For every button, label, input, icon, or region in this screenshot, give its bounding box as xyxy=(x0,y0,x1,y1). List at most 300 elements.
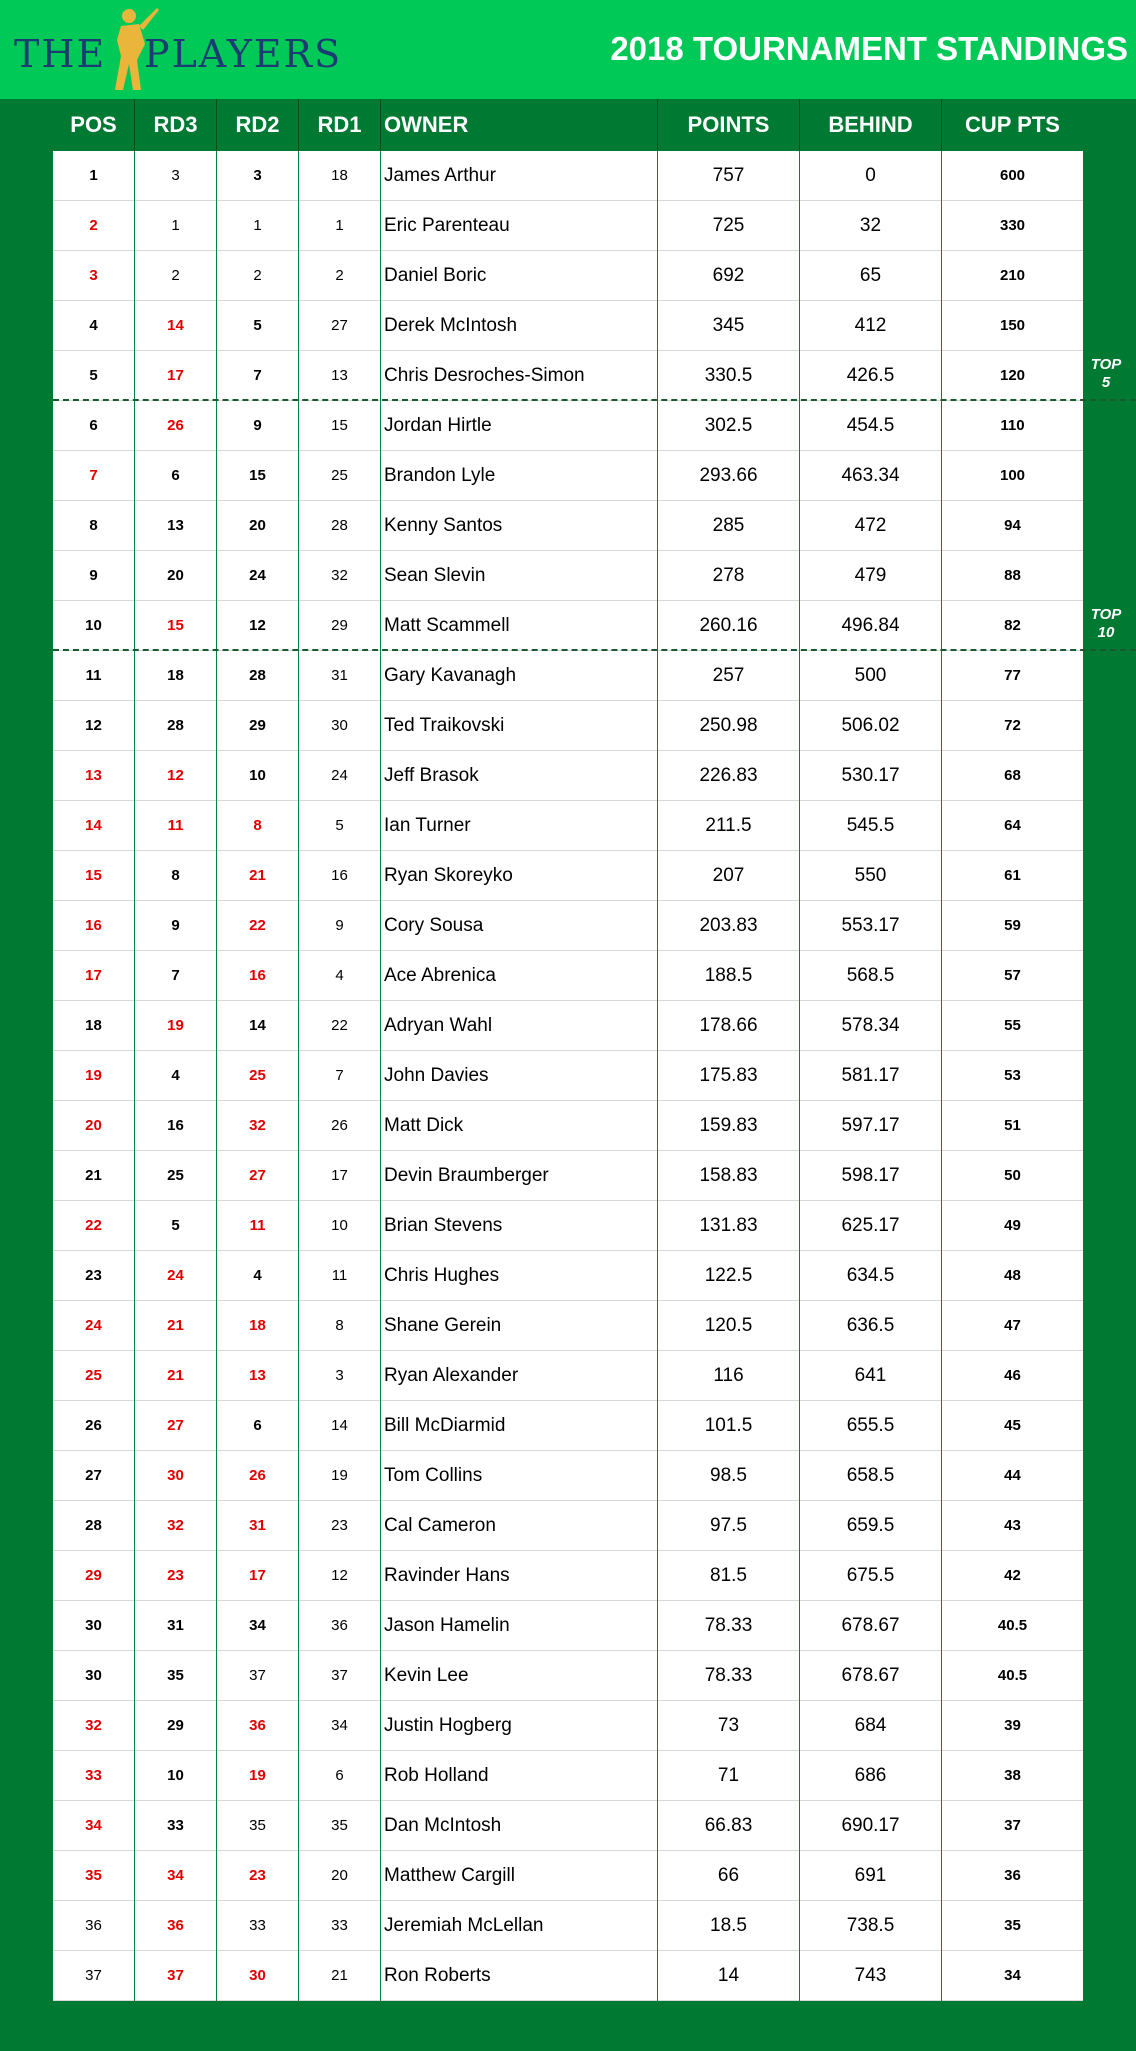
cell-rd2: 23 xyxy=(249,1867,266,1884)
cell-rd2: 21 xyxy=(249,867,266,884)
cell-owner: Ryan Alexander xyxy=(384,1365,519,1386)
cell-cup-pts: 72 xyxy=(1004,717,1021,734)
cell-cup-pts: 55 xyxy=(1004,1017,1021,1034)
cell-pos: 5 xyxy=(89,367,98,384)
cell-behind: 690.17 xyxy=(841,1815,900,1836)
cell-rd3: 6 xyxy=(171,467,180,484)
column-header-pos: POS xyxy=(70,112,117,137)
cell-owner: Jeremiah McLellan xyxy=(384,1915,544,1936)
cell-rd1: 5 xyxy=(335,817,344,834)
cell-cup-pts: 94 xyxy=(1004,517,1021,534)
cell-rd2: 8 xyxy=(253,817,262,834)
column-header-behind: BEHIND xyxy=(828,112,913,137)
cell-rd2: 6 xyxy=(253,1417,262,1434)
cell-pos: 7 xyxy=(89,467,98,484)
cell-behind: 641 xyxy=(854,1365,887,1386)
cell-owner: Chris Desroches-Simon xyxy=(384,365,585,386)
cell-pos: 25 xyxy=(85,1367,102,1384)
cell-owner: Sean Slevin xyxy=(384,565,486,586)
cell-points: 725 xyxy=(712,215,745,236)
cell-points: 116 xyxy=(713,1365,744,1386)
cell-rd2: 33 xyxy=(249,1917,266,1934)
cell-rd2: 15 xyxy=(249,467,266,484)
cell-points: 120.5 xyxy=(704,1315,753,1336)
cell-rd2: 9 xyxy=(253,417,262,434)
cell-cup-pts: 47 xyxy=(1004,1317,1021,1334)
cell-points: 330.5 xyxy=(704,365,753,386)
page-title: 2018 TOURNAMENT STANDINGS xyxy=(610,30,1128,67)
cell-rd2: 28 xyxy=(249,667,266,684)
cell-points: 158.83 xyxy=(699,1165,758,1186)
cell-rd2: 16 xyxy=(249,967,266,984)
cell-rd1: 16 xyxy=(331,867,348,884)
cell-rd1: 21 xyxy=(331,1967,348,1984)
cell-points: 78.33 xyxy=(704,1615,753,1636)
cell-pos: 18 xyxy=(85,1017,102,1034)
cell-rd1: 33 xyxy=(331,1917,348,1934)
table-row xyxy=(53,1551,1083,1601)
cell-rd1: 9 xyxy=(335,917,344,934)
cell-points: 345 xyxy=(712,315,745,336)
cell-rd3: 10 xyxy=(167,1767,184,1784)
cell-pos: 26 xyxy=(85,1417,102,1434)
cell-cup-pts: 38 xyxy=(1004,1767,1021,1784)
cell-rd3: 8 xyxy=(171,867,180,884)
cell-owner: Derek McIntosh xyxy=(384,315,518,336)
cell-rd2: 37 xyxy=(249,1667,266,1684)
cell-pos: 9 xyxy=(89,567,98,584)
cell-points: 131.83 xyxy=(699,1215,758,1236)
cell-cup-pts: 50 xyxy=(1004,1167,1021,1184)
cell-rd2: 7 xyxy=(253,367,262,384)
cell-points: 178.66 xyxy=(699,1015,758,1036)
cell-cup-pts: 40.5 xyxy=(997,1617,1028,1634)
table-row xyxy=(53,951,1083,1001)
cell-points: 257 xyxy=(712,665,745,686)
cell-rd3: 25 xyxy=(167,1167,184,1184)
cell-cup-pts: 45 xyxy=(1004,1417,1021,1434)
cell-rd3: 23 xyxy=(167,1567,184,1584)
table-row xyxy=(53,1651,1083,1701)
cell-rd1: 18 xyxy=(331,167,348,184)
the-players-logo xyxy=(14,0,344,99)
cell-behind: 581.17 xyxy=(841,1065,900,1086)
cell-rd3: 14 xyxy=(167,317,184,334)
header-divider xyxy=(657,99,658,151)
cell-rd3: 5 xyxy=(171,1217,180,1234)
cell-owner: Bill McDiarmid xyxy=(384,1415,506,1436)
logo-text-the: THE xyxy=(14,32,107,76)
cell-rd3: 27 xyxy=(167,1417,184,1434)
cell-rd2: 12 xyxy=(249,617,266,634)
cell-behind: 634.5 xyxy=(846,1265,895,1286)
table-row xyxy=(53,1301,1083,1351)
cell-cup-pts: 59 xyxy=(1004,917,1021,934)
cell-behind: 675.5 xyxy=(846,1565,895,1586)
cell-rd1: 13 xyxy=(331,367,348,384)
column-headers xyxy=(0,99,1136,151)
top-10-label-line1: TOP xyxy=(1090,606,1122,623)
table-row xyxy=(53,351,1083,401)
table-row xyxy=(53,851,1083,901)
cell-owner: Cory Sousa xyxy=(384,915,484,936)
cell-cup-pts: 210 xyxy=(999,267,1026,284)
cell-owner: Chris Hughes xyxy=(384,1265,500,1286)
cell-pos: 13 xyxy=(85,767,102,784)
column-divider xyxy=(298,151,299,2001)
cell-rd2: 30 xyxy=(249,1967,266,1984)
cell-pos: 23 xyxy=(85,1267,102,1284)
cell-rd3: 11 xyxy=(167,817,184,834)
cell-rd1: 31 xyxy=(331,667,348,684)
table-row xyxy=(53,1951,1083,2001)
cell-behind: 684 xyxy=(854,1715,887,1736)
cell-rd1: 8 xyxy=(335,1317,344,1334)
cell-pos: 22 xyxy=(85,1217,102,1234)
cell-points: 14 xyxy=(717,1965,740,1986)
cell-pos: 15 xyxy=(85,867,102,884)
cell-rd1: 15 xyxy=(331,417,348,434)
table-row xyxy=(53,651,1083,701)
cell-points: 73 xyxy=(717,1715,740,1736)
cell-rd2: 25 xyxy=(249,1067,266,1084)
cell-rd2: 31 xyxy=(249,1517,266,1534)
cell-rd2: 24 xyxy=(249,567,266,584)
cell-behind: 463.34 xyxy=(841,465,900,486)
column-header-rd2: RD2 xyxy=(235,112,280,137)
cell-rd2: 14 xyxy=(249,1017,266,1034)
cell-points: 278 xyxy=(712,565,745,586)
table-row xyxy=(53,1201,1083,1251)
cell-pos: 14 xyxy=(85,817,102,834)
table-row xyxy=(53,601,1083,651)
cell-cup-pts: 77 xyxy=(1004,667,1021,684)
cell-cup-pts: 46 xyxy=(1004,1367,1021,1384)
cell-behind: 0 xyxy=(865,165,876,186)
table-row xyxy=(53,1051,1083,1101)
cell-owner: Devin Braumberger xyxy=(384,1165,549,1186)
cell-pos: 8 xyxy=(89,517,98,534)
cell-points: 97.5 xyxy=(710,1515,747,1536)
cell-rd3: 24 xyxy=(167,1267,184,1284)
column-divider xyxy=(134,151,135,2001)
cell-pos: 20 xyxy=(85,1117,102,1134)
cell-rd1: 17 xyxy=(331,1167,348,1184)
cell-pos: 34 xyxy=(85,1817,102,1834)
cell-rd2: 32 xyxy=(249,1117,266,1134)
cell-points: 78.33 xyxy=(704,1665,753,1686)
cell-cup-pts: 57 xyxy=(1004,967,1021,984)
cell-pos: 27 xyxy=(85,1467,102,1484)
cell-rd2: 11 xyxy=(249,1217,266,1234)
cell-rd2: 22 xyxy=(249,917,266,934)
column-header-points: POINTS xyxy=(687,112,770,137)
cell-owner: Matt Dick xyxy=(384,1115,464,1136)
cell-rd3: 21 xyxy=(167,1367,184,1384)
cell-rd3: 19 xyxy=(167,1017,184,1034)
table-row xyxy=(53,1451,1083,1501)
cell-rd3: 28 xyxy=(167,717,184,734)
cell-owner: Ace Abrenica xyxy=(384,965,496,986)
cell-rd3: 3 xyxy=(171,167,180,184)
cell-pos: 32 xyxy=(85,1717,102,1734)
cell-rd2: 36 xyxy=(249,1717,266,1734)
cell-rd1: 32 xyxy=(331,567,348,584)
cell-pos: 12 xyxy=(85,717,102,734)
cell-pos: 37 xyxy=(85,1967,102,1984)
cell-rd1: 3 xyxy=(335,1367,344,1384)
cell-behind: 659.5 xyxy=(846,1515,895,1536)
cell-behind: 426.5 xyxy=(846,365,895,386)
cell-rd3: 32 xyxy=(167,1517,184,1534)
top-10-label xyxy=(1086,606,1126,642)
table-row xyxy=(53,1151,1083,1201)
cell-pos: 30 xyxy=(85,1617,102,1634)
cell-owner: Matt Scammell xyxy=(384,615,510,636)
cell-rd2: 20 xyxy=(249,517,266,534)
cell-points: 207 xyxy=(712,865,745,886)
cell-cup-pts: 43 xyxy=(1004,1517,1021,1534)
cell-cup-pts: 61 xyxy=(1004,867,1021,884)
cell-rd1: 29 xyxy=(331,617,348,634)
cell-behind: 530.17 xyxy=(841,765,900,786)
cell-owner: Ted Traikovski xyxy=(384,715,505,736)
cell-rd1: 7 xyxy=(335,1067,344,1084)
cell-owner: Rob Holland xyxy=(384,1765,489,1786)
cell-rd1: 24 xyxy=(331,767,348,784)
cell-behind: 678.67 xyxy=(841,1665,900,1686)
cell-owner: Ron Roberts xyxy=(384,1965,491,1986)
cell-cup-pts: 37 xyxy=(1004,1817,1021,1834)
cell-points: 101.5 xyxy=(704,1415,753,1436)
cell-rd3: 34 xyxy=(167,1867,184,1884)
top-10-divider xyxy=(53,649,1136,651)
cell-rd3: 17 xyxy=(167,367,184,384)
cell-owner: Ian Turner xyxy=(384,815,471,836)
cell-owner: Kenny Santos xyxy=(384,515,503,536)
table-row xyxy=(53,1501,1083,1551)
standings-table xyxy=(53,151,1083,2001)
table-row xyxy=(53,151,1083,201)
cell-rd1: 23 xyxy=(331,1517,348,1534)
cell-pos: 2 xyxy=(89,217,98,234)
cell-pos: 29 xyxy=(85,1567,102,1584)
cell-rd1: 20 xyxy=(331,1867,348,1884)
cell-rd2: 34 xyxy=(249,1617,266,1634)
cell-owner: Kevin Lee xyxy=(384,1665,469,1686)
cell-behind: 553.17 xyxy=(841,915,900,936)
cell-rd2: 17 xyxy=(249,1567,266,1584)
cell-pos: 21 xyxy=(85,1167,102,1184)
cell-rd1: 2 xyxy=(335,267,344,284)
cell-behind: 625.17 xyxy=(841,1215,900,1236)
cell-rd1: 34 xyxy=(331,1717,348,1734)
cell-owner: Matthew Cargill xyxy=(384,1865,515,1886)
cell-rd1: 22 xyxy=(331,1017,348,1034)
cell-points: 757 xyxy=(712,165,745,186)
cell-pos: 16 xyxy=(85,917,102,934)
cell-rd1: 25 xyxy=(331,467,348,484)
cell-rd1: 1 xyxy=(335,217,344,234)
cell-rd3: 4 xyxy=(171,1067,180,1084)
cell-rd3: 37 xyxy=(167,1967,184,1984)
cell-pos: 3 xyxy=(89,267,98,284)
cell-points: 159.83 xyxy=(699,1115,758,1136)
cell-rd1: 19 xyxy=(331,1467,348,1484)
cell-behind: 738.5 xyxy=(846,1915,895,1936)
cell-owner: Brandon Lyle xyxy=(384,465,496,486)
cell-behind: 691 xyxy=(854,1865,887,1886)
cell-cup-pts: 64 xyxy=(1004,817,1021,834)
cell-cup-pts: 330 xyxy=(999,217,1026,234)
cell-points: 66 xyxy=(717,1865,740,1886)
cell-owner: Shane Gerein xyxy=(384,1315,502,1336)
cell-owner: Ravinder Hans xyxy=(384,1565,510,1586)
cell-rd3: 18 xyxy=(167,667,184,684)
cell-rd3: 1 xyxy=(171,217,180,234)
cell-pos: 11 xyxy=(85,667,102,684)
cell-behind: 506.02 xyxy=(841,715,900,736)
column-header-rd3: RD3 xyxy=(153,112,198,137)
cell-pos: 30 xyxy=(85,1667,102,1684)
cell-cup-pts: 53 xyxy=(1004,1067,1021,1084)
cell-rd3: 35 xyxy=(167,1667,184,1684)
cell-rd1: 36 xyxy=(331,1617,348,1634)
cell-rd1: 26 xyxy=(331,1117,348,1134)
cell-rd1: 35 xyxy=(331,1817,348,1834)
table-row xyxy=(53,751,1083,801)
column-divider xyxy=(941,151,942,2001)
cell-rd2: 13 xyxy=(249,1367,266,1384)
cell-rd2: 18 xyxy=(249,1317,266,1334)
top-5-label-line1: TOP xyxy=(1090,356,1122,373)
table-row xyxy=(53,301,1083,351)
cell-points: 260.16 xyxy=(699,615,758,636)
cell-cup-pts: 68 xyxy=(1004,767,1021,784)
cell-rd2: 29 xyxy=(249,717,266,734)
cell-behind: 636.5 xyxy=(846,1315,895,1336)
cell-cup-pts: 51 xyxy=(1004,1117,1021,1134)
cell-owner: Dan McIntosh xyxy=(384,1815,502,1836)
cell-rd1: 10 xyxy=(331,1217,348,1234)
header-divider xyxy=(216,99,217,151)
cell-pos: 17 xyxy=(85,967,102,984)
cell-rd1: 28 xyxy=(331,517,348,534)
cell-points: 98.5 xyxy=(710,1465,747,1486)
cell-cup-pts: 100 xyxy=(999,467,1026,484)
cell-rd2: 27 xyxy=(249,1167,266,1184)
cell-rd3: 9 xyxy=(171,917,180,934)
table-row xyxy=(53,1751,1083,1801)
cell-rd3: 7 xyxy=(171,967,180,984)
cell-rd3: 36 xyxy=(167,1917,184,1934)
cell-cup-pts: 42 xyxy=(1004,1567,1021,1584)
cell-points: 250.98 xyxy=(699,715,758,736)
cell-cup-pts: 120 xyxy=(999,367,1026,384)
cell-points: 203.83 xyxy=(699,915,758,936)
cell-rd2: 26 xyxy=(249,1467,266,1484)
cell-behind: 743 xyxy=(854,1965,887,1986)
column-header-rd1: RD1 xyxy=(317,112,362,137)
cell-behind: 578.34 xyxy=(841,1015,900,1036)
cell-points: 188.5 xyxy=(704,965,753,986)
header-banner xyxy=(0,0,1136,99)
table-row xyxy=(53,551,1083,601)
cell-cup-pts: 35 xyxy=(1004,1917,1021,1934)
cell-rd2: 3 xyxy=(253,167,262,184)
logo-text-players: PLAYERS xyxy=(144,32,343,76)
table-row xyxy=(53,1851,1083,1901)
cell-behind: 597.17 xyxy=(841,1115,900,1136)
cell-owner: Eric Parenteau xyxy=(384,215,510,236)
cell-owner: Cal Cameron xyxy=(384,1515,496,1536)
cell-cup-pts: 150 xyxy=(999,317,1026,334)
table-row xyxy=(53,1601,1083,1651)
cell-points: 81.5 xyxy=(710,1565,747,1586)
column-divider xyxy=(799,151,800,2001)
table-row xyxy=(53,401,1083,451)
cell-rd2: 2 xyxy=(253,267,262,284)
cell-behind: 655.5 xyxy=(846,1415,895,1436)
cell-points: 226.83 xyxy=(699,765,758,786)
cell-points: 175.83 xyxy=(699,1065,758,1086)
cell-owner: Brian Stevens xyxy=(384,1215,503,1236)
cell-rd2: 1 xyxy=(253,217,262,234)
cell-rd3: 21 xyxy=(167,1317,184,1334)
cell-rd3: 30 xyxy=(167,1467,184,1484)
cell-behind: 658.5 xyxy=(846,1465,895,1486)
cell-rd1: 14 xyxy=(331,1417,348,1434)
cell-behind: 550 xyxy=(854,865,887,886)
cell-rd3: 15 xyxy=(167,617,184,634)
cell-rd1: 6 xyxy=(335,1767,344,1784)
cell-rd3: 33 xyxy=(167,1817,184,1834)
cell-behind: 545.5 xyxy=(846,815,895,836)
cell-points: 66.83 xyxy=(704,1815,753,1836)
cell-points: 211.5 xyxy=(705,815,752,836)
column-divider xyxy=(657,151,658,2001)
table-row xyxy=(53,1351,1083,1401)
cell-behind: 479 xyxy=(854,565,887,586)
cell-rd1: 11 xyxy=(331,1267,348,1284)
cell-owner: John Davies xyxy=(384,1065,489,1086)
cell-rd3: 31 xyxy=(167,1617,184,1634)
cell-points: 692 xyxy=(712,265,745,286)
cell-owner: Jordan Hirtle xyxy=(384,415,492,436)
cell-points: 293.66 xyxy=(699,465,758,486)
cell-owner: Gary Kavanagh xyxy=(384,665,517,686)
cell-behind: 500 xyxy=(854,665,887,686)
cell-owner: Jason Hamelin xyxy=(384,1615,510,1636)
cell-owner: Adryan Wahl xyxy=(384,1015,493,1036)
cell-cup-pts: 49 xyxy=(1004,1217,1021,1234)
table-row xyxy=(53,701,1083,751)
cell-cup-pts: 40.5 xyxy=(997,1667,1028,1684)
cell-pos: 4 xyxy=(89,317,98,334)
cell-rd3: 2 xyxy=(171,267,180,284)
cell-points: 71 xyxy=(717,1765,740,1786)
cell-points: 302.5 xyxy=(704,415,753,436)
cell-behind: 686 xyxy=(854,1765,887,1786)
header-divider xyxy=(941,99,942,151)
table-row xyxy=(53,1401,1083,1451)
header-divider xyxy=(134,99,135,151)
header-divider xyxy=(799,99,800,151)
table-row xyxy=(53,1701,1083,1751)
cell-rd2: 35 xyxy=(249,1817,266,1834)
column-divider xyxy=(216,151,217,2001)
cell-rd1: 27 xyxy=(331,317,348,334)
